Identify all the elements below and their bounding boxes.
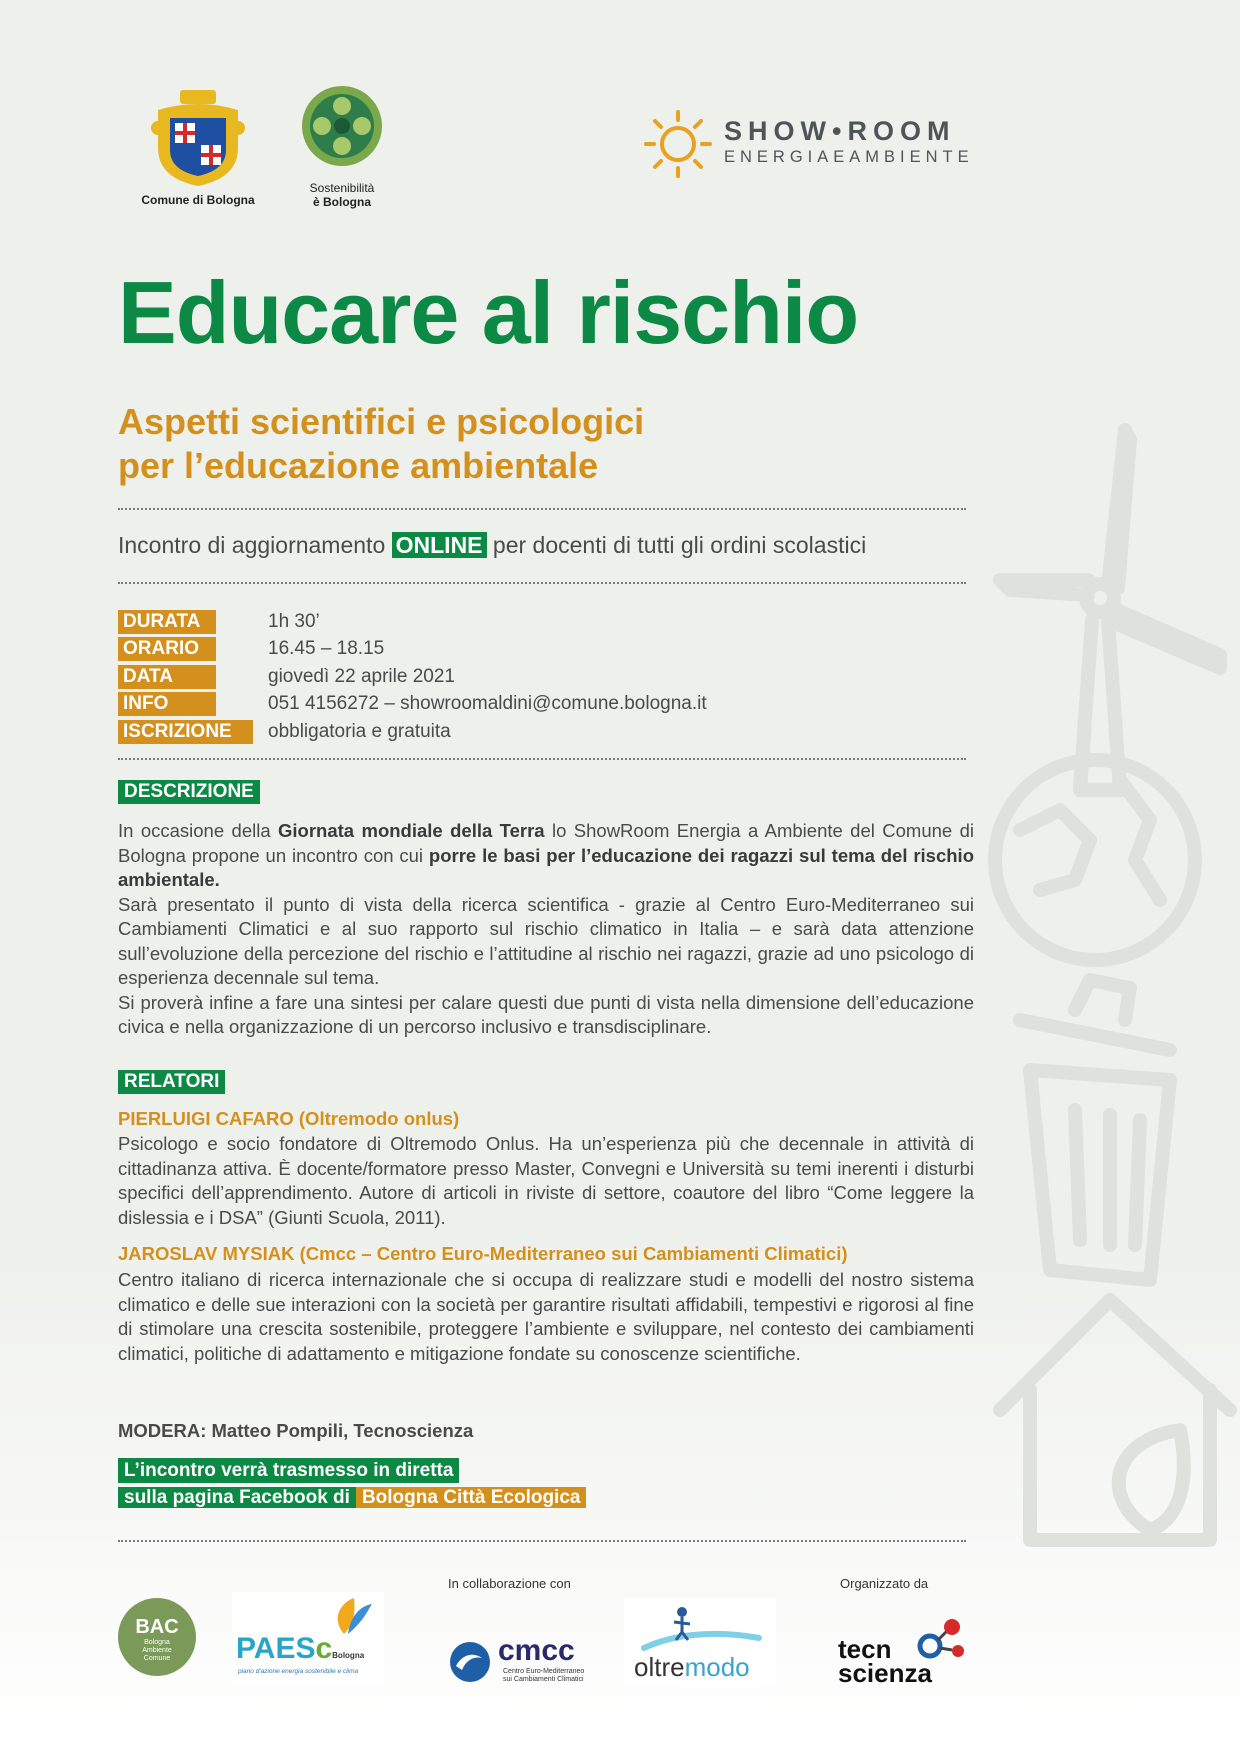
divider [118,758,966,760]
sostenibilita-logo [298,82,386,212]
speaker-2-bio: Centro italiano di ricerca internazionale che si occupa di realizzare studi e modelli del nostro sistema climatico e delle sue interazioni con la società per garantire risultati affidabili, tempestivi e rigorosi al fine di stimolare una crescita sostenibile, proteggere l’ambiente e sviluppare, nel contesto dei cambiamenti climatici, politiche di adattamento e mitigazione fondate su conoscenze scientifiche. [118,1269,974,1364]
tecnoscienza-logo [838,1618,968,1688]
paes-logo [232,1592,384,1684]
sostenibilita-emblem-icon [298,82,386,170]
description-label: DESCRIZIONE [118,780,260,804]
info-value: 1h 30’ [268,611,320,632]
paes-leaf-icon [324,1596,374,1636]
tecnoscienza-text-b: scienza [838,1658,932,1688]
cmcc-wave-icon [448,1640,492,1684]
oltremodo-text-a: oltre [634,1652,685,1682]
intro-text-before: Incontro di aggiornamento [118,532,392,558]
info-value: giovedì 22 aprile 2021 [268,666,455,687]
showroom-logo [642,108,982,178]
description-paragraph-2: Sarà presentato il punto di vista della ricerca scientifica - grazie al Centro Euro-Mediterraneo sui Cambiamenti Climatici e al suo rapporto sul rischio climatico in Italia – e sarà data attenzione sull’evoluzione della percezione del rischio e l’attitudine al rischio nei ragazzi, grazie ad uno psicologo di esperienza decennale sul tema. [118,893,974,988]
wind-turbine-icon [1000,430,1220,790]
sun-icon [642,108,714,180]
tecnoscienza-molecule-icon [908,1618,968,1662]
divider [118,508,966,510]
description-body [118,819,974,1040]
facebook-page-link[interactable]: Bologna Città Ecologica [356,1487,587,1508]
broadcast-line-2 [118,1485,586,1510]
info-value: obbligatoria e gratuita [268,721,451,742]
coat-of-arms-icon [128,88,268,188]
info-label: DURATA [118,610,216,634]
page-title: Educare al rischio [118,263,859,362]
speaker-2-name: JAROSLAV MYSIAK (Cmcc – Centro Euro-Mediterraneo sui Cambiamenti Climatici) [118,1243,848,1264]
oltremodo-logo [624,1598,776,1686]
info-label: INFO [118,692,216,716]
intro-text-after: per docenti di tutti gli ordini scolastici [486,532,867,558]
trash-bin-icon [1020,980,1170,1280]
showroom-title: SHOW•ROOM [724,116,956,146]
paes-wordmark [236,1632,364,1666]
moderator-line: MODERA: Matteo Pompili, Tecnoscienza [118,1420,474,1441]
sostenibilita-label-1: Sostenibilità [309,181,375,195]
broadcast-text: sulla pagina Facebook di [118,1487,356,1508]
info-label: ISCRIZIONE [118,720,253,744]
paes-subtitle: piano d'azione energia sostenibile e clima [238,1668,359,1675]
online-badge: ONLINE [392,532,487,558]
tecnoscienza-text-a: tecn [838,1634,892,1664]
comune-bologna-logo [128,88,268,208]
showroom-subtitle: ENERGIAEAMBIENTE [724,148,974,166]
oltremodo-text-b: modo [684,1652,750,1682]
speaker-1-bio: Psicologo e socio fondatore di Oltremodo Onlus. Ha un’esperienza più che decennale in attività di cittadinanza attiva. È docente/formatore presso Master, Convegni e Università su temi inerenti i disturbi specifici dell’apprendimento. Autore di articoli in riviste di settore, coautore del libro “Come leggere la dislessia e i DSA” (Giunti Scuola, 2011). [118,1133,974,1228]
comune-bologna-label: Comune di Bologna [141,193,255,207]
speakers-label: RELATORI [118,1070,225,1094]
speaker-1-name: PIERLUIGI CAFARO (Oltremodo onlus) [118,1108,460,1129]
broadcast-line-1: L’incontro verrà trasmesso in diretta [118,1458,459,1483]
info-label: DATA [118,665,216,689]
oltremodo-surfer-icon [634,1604,764,1654]
description-paragraph-1: In occasione della Giornata mondiale della Terra lo ShowRoom Energia a Ambiente del Comune di Bologna propone un incontro con cui porre le basi per l’educazione dei ragazzi sul tema del rischio ambientale. [118,820,974,890]
decorative-background-icons [980,420,1240,1570]
subtitle-line-1: Aspetti scientifici e psicologici [118,401,645,442]
bac-logo [118,1598,196,1676]
paes-c: c [315,1632,333,1665]
eco-house-icon [1000,1300,1230,1540]
intro-line [118,532,866,559]
paes-text: PAES [236,1632,316,1665]
organizer-label: Organizzato da [840,1576,929,1591]
oltremodo-wordmark [634,1652,750,1683]
info-contact-link[interactable]: 051 4156272 – showroomaldini@comune.bologna.it [268,693,707,714]
cmcc-text: cmcc [498,1634,575,1667]
cmcc-subtext-1: Centro Euro-Mediterraneo [503,1668,585,1675]
sostenibilita-label-2: è Bologna [312,195,371,209]
cmcc-logo [448,1636,593,1686]
description-paragraph-3: Si proverà infine a fare una sintesi per calare questi due punti di vista nella dimensione dell’educazione civica e nella organizzazione di un percorso inclusivo e transdisciplinare. [118,991,974,1037]
collaboration-label: In collaborazione con [448,1576,571,1591]
info-value: 16.45 – 18.15 [268,638,385,659]
divider [118,582,966,584]
info-label: ORARIO [118,637,216,661]
paes-bologna: Bologna [332,1651,365,1660]
bac-logo-subtext: Bologna Ambiente Comune [142,1639,172,1662]
subtitle-line-2: per l’educazione ambientale [118,445,599,486]
divider [118,1540,966,1542]
bac-logo-text: BAC [135,1616,179,1638]
cmcc-subtext-2: sui Cambiamenti Climatici [503,1676,584,1683]
